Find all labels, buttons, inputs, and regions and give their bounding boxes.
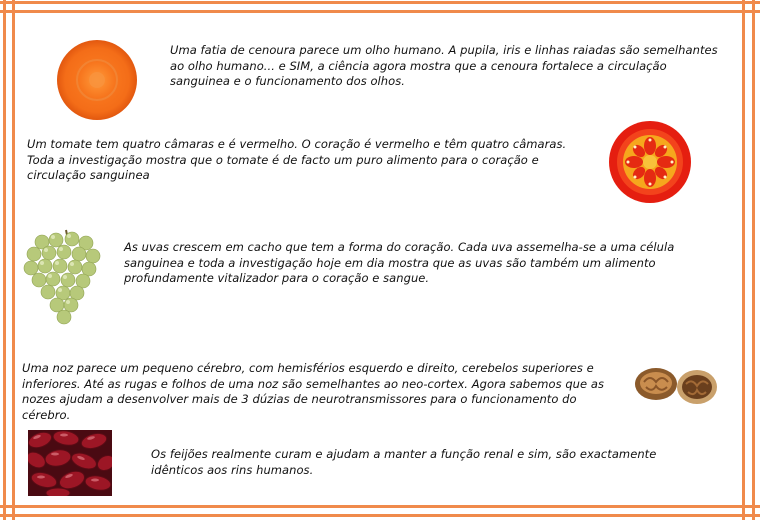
frame-right-outer bbox=[752, 0, 755, 520]
carrot-paragraph: Uma fatia de cenoura parece um olho humano. A pupila, iris e linhas raiadas são semelhantes ao olho humano... e SIM, a ciência agora mostra que a cenoura fortalece a circulação sanguinea e o funcionamento dos olhos. bbox=[170, 43, 718, 88]
grapes-paragraph: As uvas crescem em cacho que tem a forma do coração. Cada uva assemelha-se a uma célula sanguinea e toda a investigação hoje em dia mostra que as uvas são também um alimento profundamente vitalizador para o coração e sangue. bbox=[124, 240, 675, 285]
beans-paragraph: Os feijões realmente curam e ajudam a manter a função renal e sim, são exactamente idênticos aos rins humanos. bbox=[151, 447, 657, 477]
frame-left-outer bbox=[3, 0, 6, 520]
frame-right-inner bbox=[742, 0, 745, 520]
grape-bunch-image bbox=[22, 226, 104, 326]
frame-left-inner bbox=[12, 0, 15, 520]
walnut-paragraph: Uma noz parece um pequeno cérebro, com hemisférios esquerdo e direito, cerebelos superiores e inferiores. Até as rugas e folhos de uma noz são semelhantes ao neo-cortex. Agora sabemos que as nozes ajudam a desenvolver mais de 3 dúzias de neurotransmissores para o funcionamento do cérebro. bbox=[22, 361, 604, 422]
frame-top-inner bbox=[0, 10, 760, 13]
carrot-slice-image bbox=[55, 38, 139, 122]
frame-top-outer bbox=[0, 1, 760, 4]
tomato-slice-image bbox=[608, 120, 692, 204]
frame-bottom-inner bbox=[0, 505, 760, 508]
frame-bottom-outer bbox=[0, 514, 760, 517]
tomato-paragraph: Um tomate tem quatro câmaras e é vermelho. O coração é vermelho e têm quatro câmaras. Toda a investigação mostra que o tomate é de facto um puro alimento para o coração e circulação sanguinea bbox=[27, 137, 567, 182]
walnut-image bbox=[634, 362, 720, 408]
red-beans-image bbox=[28, 430, 112, 496]
